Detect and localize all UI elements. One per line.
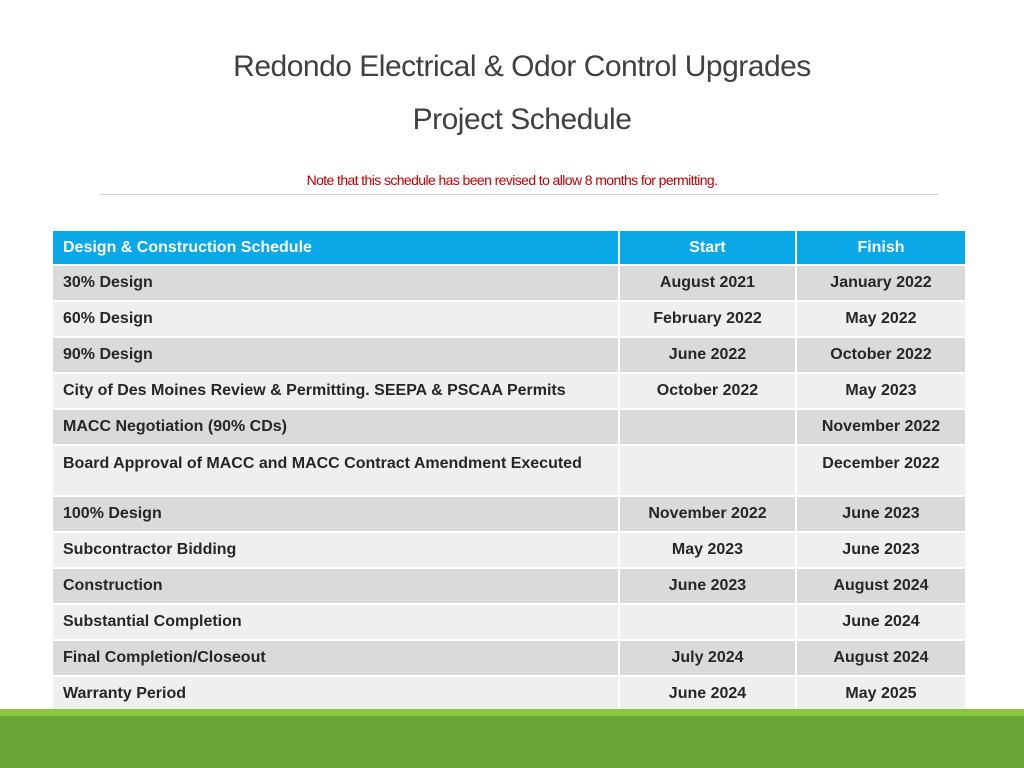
table-header-row xyxy=(52,230,966,265)
finish-cell: November 2022 xyxy=(796,409,966,445)
table-row xyxy=(52,445,966,496)
task-cell: Board Approval of MACC and MACC Contract Amendment Executed xyxy=(52,445,619,496)
finish-cell: June 2024 xyxy=(796,604,966,640)
finish-cell: October 2022 xyxy=(796,337,966,373)
slide-subtitle: Project Schedule xyxy=(412,103,632,136)
finish-cell: August 2024 xyxy=(796,640,966,676)
revision-note: Note that this schedule has been revised to allow 8 months for permitting. xyxy=(306,172,718,188)
task-cell: Subcontractor Bidding xyxy=(52,532,619,568)
start-cell xyxy=(619,409,796,445)
start-cell: June 2023 xyxy=(619,568,796,604)
start-cell: July 2024 xyxy=(619,640,796,676)
finish-cell: December 2022 xyxy=(796,445,966,496)
header-start: Start xyxy=(619,230,796,265)
header-task: Design & Construction Schedule xyxy=(52,230,619,265)
footer-green-band xyxy=(0,716,1024,768)
task-cell: 30% Design xyxy=(52,265,619,301)
table-row xyxy=(52,337,966,373)
start-cell: May 2023 xyxy=(619,532,796,568)
header-finish: Finish xyxy=(796,230,966,265)
task-cell: 90% Design xyxy=(52,337,619,373)
start-cell: November 2022 xyxy=(619,496,796,532)
table-row xyxy=(52,496,966,532)
start-cell xyxy=(619,445,796,496)
table-row xyxy=(52,604,966,640)
table-row xyxy=(52,676,966,712)
task-cell: City of Des Moines Review & Permitting. SEEPA & PSCAA Permits xyxy=(52,373,619,409)
schedule-table xyxy=(51,229,967,713)
start-cell xyxy=(619,604,796,640)
table-row xyxy=(52,532,966,568)
finish-cell: May 2022 xyxy=(796,301,966,337)
task-cell: Substantial Completion xyxy=(52,604,619,640)
task-cell: 100% Design xyxy=(52,496,619,532)
start-cell: October 2022 xyxy=(619,373,796,409)
table-row xyxy=(52,265,966,301)
footer-accent-stripe xyxy=(0,709,1024,716)
task-cell: Construction xyxy=(52,568,619,604)
start-cell: June 2022 xyxy=(619,337,796,373)
finish-cell: August 2024 xyxy=(796,568,966,604)
finish-cell: January 2022 xyxy=(796,265,966,301)
task-cell: 60% Design xyxy=(52,301,619,337)
finish-cell: June 2023 xyxy=(796,532,966,568)
table-row xyxy=(52,568,966,604)
finish-cell: May 2023 xyxy=(796,373,966,409)
table-row xyxy=(52,409,966,445)
table-row xyxy=(52,640,966,676)
task-cell: Final Completion/Closeout xyxy=(52,640,619,676)
task-cell: Warranty Period xyxy=(52,676,619,712)
finish-cell: June 2023 xyxy=(796,496,966,532)
start-cell: February 2022 xyxy=(619,301,796,337)
table-row xyxy=(52,301,966,337)
start-cell: August 2021 xyxy=(619,265,796,301)
slide-title: Redondo Electrical & Odor Control Upgrades xyxy=(233,50,811,83)
task-cell: MACC Negotiation (90% CDs) xyxy=(52,409,619,445)
start-cell: June 2024 xyxy=(619,676,796,712)
table-row xyxy=(52,373,966,409)
divider-line xyxy=(100,194,938,195)
finish-cell: May 2025 xyxy=(796,676,966,712)
